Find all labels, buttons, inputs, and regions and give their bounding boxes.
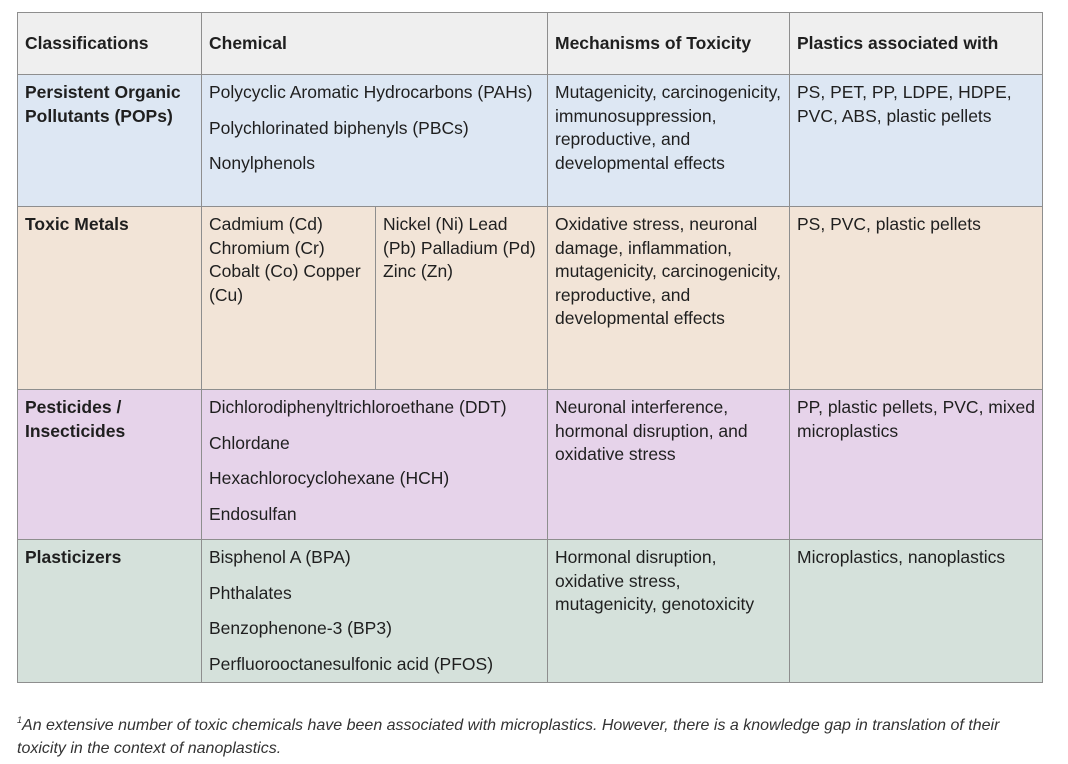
classification-cell: Plasticizers <box>18 540 202 683</box>
classification-cell: Pesticides / Insecticides <box>18 390 202 540</box>
table-row <box>18 75 1043 207</box>
chemical-item: Chlordane <box>209 432 290 453</box>
plastics-cell: PP, plastic pellets, PVC, mixed microplastics <box>790 390 1043 540</box>
footnote <box>17 714 1052 760</box>
table-row <box>18 207 1043 390</box>
header-plastics: Plastics associated with <box>790 13 1043 75</box>
chemical-item: Phthalates <box>209 582 292 603</box>
chemical-cell <box>202 75 548 207</box>
header-mechanisms: Mechanisms of Toxicity <box>548 13 790 75</box>
header-classifications: Classifications <box>18 13 202 75</box>
chemical-cell <box>202 390 548 540</box>
mechanism-cell: Neuronal interference, hormonal disruption, and oxidative stress <box>548 390 790 540</box>
header-row <box>18 13 1043 75</box>
chemical-item: Perfluorooctanesulfonic acid (PFOS) <box>209 653 494 674</box>
chemical-cell: Nickel (Ni) Lead (Pb) Palladium (Pd) Zinc (Zn) <box>376 207 548 390</box>
chemical-item: Hexachlorocyclohexane (HCH) <box>209 468 450 488</box>
classification-cell: Persistent Organic Pollutants (POPs) <box>18 75 202 207</box>
table-row <box>18 540 1043 683</box>
plastics-cell: Microplastics, nanoplastics <box>790 540 1043 683</box>
plastics-cell: PS, PVC, plastic pellets <box>790 207 1043 390</box>
chemical-cell <box>202 540 548 683</box>
chemical-item: Polychlorinated biphenyls (PBCs) <box>209 117 469 138</box>
chemical-item: Polycyclic Aromatic Hydrocarbons (PAHs) <box>209 82 533 102</box>
chemical-item: Endosulfan <box>209 503 297 524</box>
table-row <box>18 390 1043 540</box>
toxic-chemicals-table <box>17 12 1043 683</box>
chemical-item: Nonylphenols <box>209 153 316 173</box>
header-chemical: Chemical <box>202 13 548 75</box>
plastics-cell: PS, PET, PP, LDPE, HDPE, PVC, ABS, plastic pellets <box>790 75 1043 207</box>
mechanism-cell: Mutagenicity, carcinogenicity, immunosuppression, reproductive, and developmental effects <box>548 75 790 207</box>
footnote-text: An extensive number of toxic chemicals have been associated with microplastics. However, there is a knowledge gap in translation of their toxicity in the context of nanoplastics. <box>17 717 1000 757</box>
mechanism-cell: Hormonal disruption, oxidative stress, mutagenicity, genotoxicity <box>548 540 790 683</box>
chemical-item: Benzophenone-3 (BP3) <box>209 618 392 638</box>
chemical-item: Dichlorodiphenyltrichloroethane (DDT) <box>209 397 507 417</box>
footnote-marker: 1 <box>17 715 23 725</box>
chemical-cell: Cadmium (Cd) Chromium (Cr) Cobalt (Co) Copper (Cu) <box>202 207 376 390</box>
mechanism-cell: Oxidative stress, neuronal damage, inflammation, mutagenicity, carcinogenicity, reproductive, and developmental effects <box>548 207 790 390</box>
classification-cell: Toxic Metals <box>18 207 202 390</box>
chemical-item: Bisphenol A (BPA) <box>209 547 351 567</box>
